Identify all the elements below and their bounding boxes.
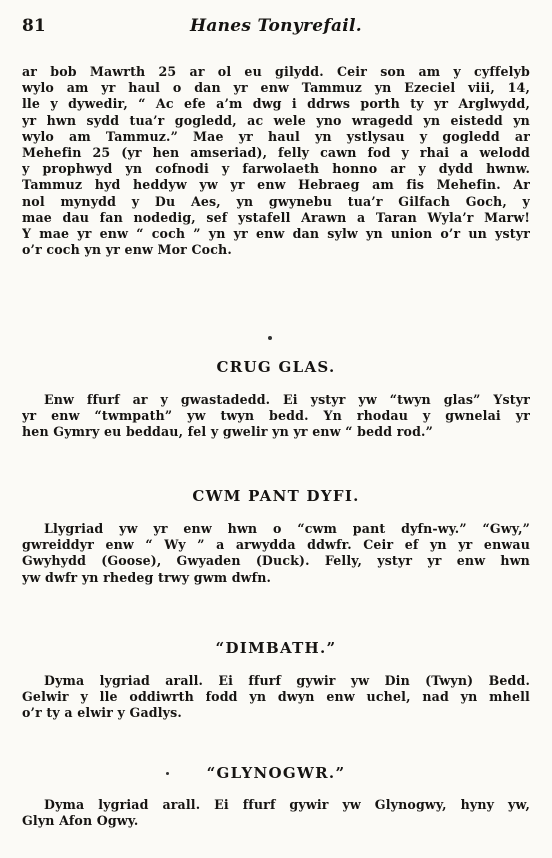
section-paragraph [22,392,530,441]
text-line: Llygriad yw yr enw hwn o “cwm pant dyfn-wy.” “Gwy,” [44,521,530,536]
text-line: wylo am Tammuz.” Mae yr haul yn ystlysau y gogledd ar [22,128,530,144]
text-line: y prophwyd yn cofnodi y farwolaeth honno ar y dydd hwnw. [22,161,530,177]
text-line: ar bob Mawrth 25 ar ol eu gilydd. Ceir son am y cyffelyb [22,64,530,79]
section-paragraph [22,521,530,586]
text-line: Mehefin 25 (yr hen amseriad), felly cawn fod y rhai a welodd [22,144,530,160]
text-line: gwreiddyr enw “ Wy ” a arwydda ddwfr. Ceir ef yn yr enwau [22,537,530,553]
text-line: yr enw “twmpath” yw twyn bedd. Yn rhodau y gwnelai yr [22,408,530,424]
text-line: Y mae yr enw “ coch ” yn yr enw dan sylw yn union o’r un ystyr [22,225,530,241]
text-line: Dyma lygriad arall. Ei ffurf gywir yw Din (Twyn) Bedd. [44,673,530,688]
text-line: yr hwn sydd tua’r gogledd, ac wele yno wragedd yn eistedd yn [22,112,530,128]
text-line: Glyn Afon Ogwy. [22,813,139,829]
section-heading: CRUG GLAS. [216,358,336,376]
text-line: wylo am yr haul o dan yr enw Tammuz yn Ezeciel viii, 14, [22,80,530,96]
page-header [22,16,530,40]
text-line: o’r ty a elwir y Gadlys. [22,705,182,721]
text-line: o’r coch yn yr enw Mor Coch. [22,242,232,258]
text-line: Gelwir y lle oddiwrth fodd yn dwyn enw uchel, nad yn mhell [22,689,530,705]
text-line: lle y dywedir, “ Ac efe a’m dwg i ddrws porth ty yr Arglwydd, [22,96,530,112]
intro-paragraph [22,64,530,258]
text-line: Gwyhydd (Goose), Gwyaden (Duck). Felly, ystyr yr enw hwn [22,553,530,569]
text-line: Tammuz hyd heddyw yw yr enw Hebraeg am fis Mehefin. Ar [22,177,530,193]
section-heading: “GLYNOGWR.” [206,764,346,782]
section-paragraph [22,797,530,829]
text-line: nol mynydd y Du Aes, yn gwynebu tua’r Gilfach Goch, y [22,193,530,209]
section-heading: “DIMBATH.” [215,639,337,657]
text-line: Dyma lygriad arall. Ei ffurf gywir yw Glynogwy, hyny yw, [44,797,530,812]
text-line: yw dwfr yn rhedeg trwy gwm dwfn. [22,569,272,585]
section-heading: CWM PANT DYFI. [192,487,360,505]
ink-speck [268,336,272,340]
text-line: hen Gymry eu beddau, fel y gwelir yn yr enw “ bedd rod.” [22,424,433,440]
page-number: 81 [22,16,46,36]
running-title: Hanes Tonyrefail. [189,16,363,36]
text-line: Enw ffurf ar y gwastadedd. Ei ystyr yw “twyn glas” Ystyr [44,392,530,407]
text-line: mae dau fan nodedig, sef ystafell Arawn a Taran Wyla’r Marw! [22,209,530,225]
section-paragraph [22,673,530,722]
